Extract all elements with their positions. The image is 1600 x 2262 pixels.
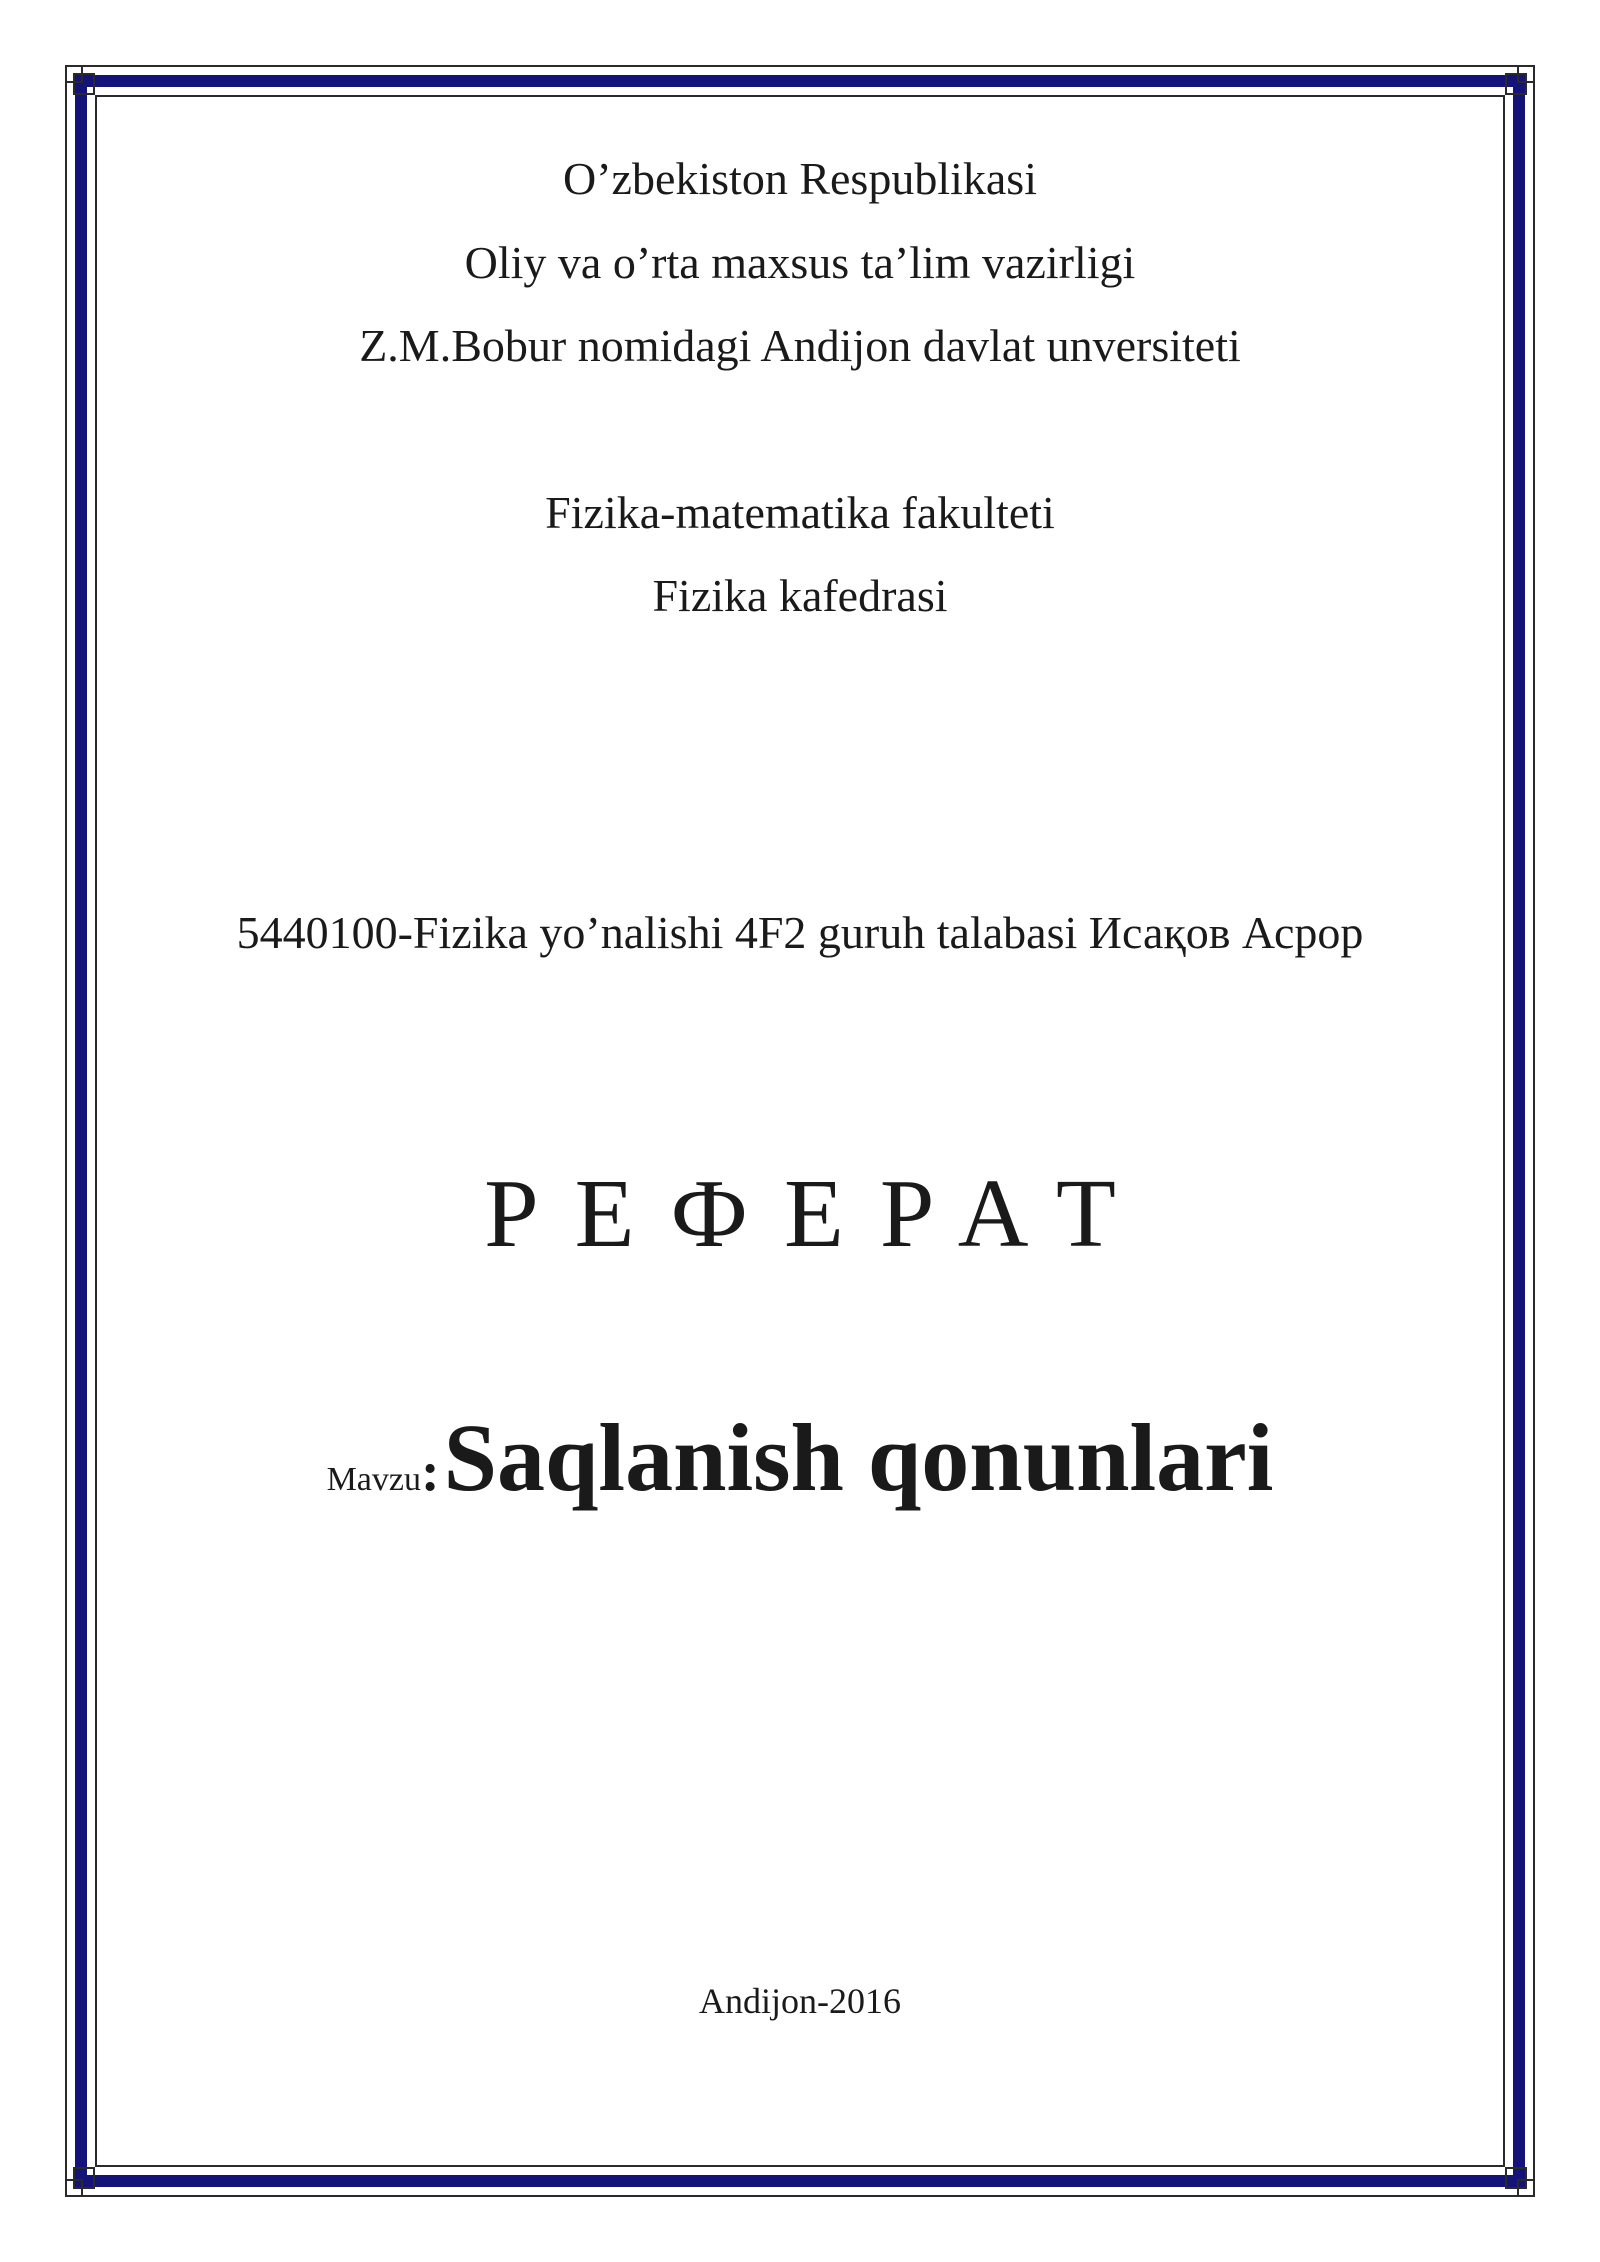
topic-separator: :	[420, 1441, 440, 1503]
department-name: Fizika kafedrasi	[652, 570, 948, 621]
topic-title: Saqlanish qonunlari	[443, 1404, 1274, 1511]
student-info: 5440100-Fizika yo’nalishi 4F2 guruh talabasi Исақов Асрор	[236, 907, 1364, 958]
university-name: Z.M.Bobur nomidagi Andijon davlat unversiteti	[359, 320, 1241, 371]
topic-label: Mavzu	[326, 1461, 421, 1498]
topic-row	[0, 1402, 1600, 1513]
place-year: Andijon-2016	[699, 1981, 901, 2021]
border-inner-thin-line	[96, 96, 1504, 2166]
document-type-title: РЕФЕРАТ	[484, 1160, 1152, 1268]
border-outer-thin-line	[66, 66, 1534, 2196]
country-name: O’zbekiston Respublikasi	[563, 153, 1037, 204]
faculty-name: Fizika-matematika fakulteti	[545, 487, 1055, 538]
ministry-name: Oliy va o’rta maxsus ta’lim vazirligi	[464, 237, 1136, 288]
border-main-band	[81, 81, 1519, 2181]
